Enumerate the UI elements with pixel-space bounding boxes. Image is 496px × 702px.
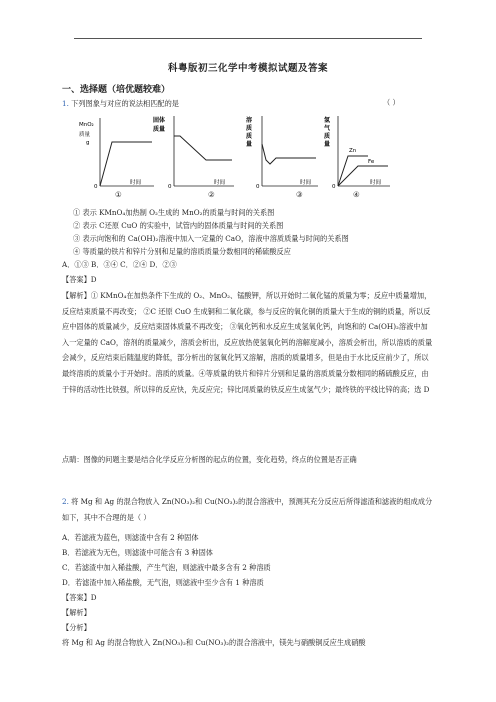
graph-3 <box>244 114 320 190</box>
q2-option-c: C．若滤渣中加入稀盐酸，产生气泡，则滤液中最多含有 2 种溶质 <box>62 563 271 572</box>
q2-option-d: D．若滤渣中加入稀盐酸，无气泡，则滤液中至少含有 1 种溶质 <box>62 578 264 587</box>
q1-statement-3: ③ 表示向饱和的 Ca(OH)₂溶液中加入一定量的 CaO，溶液中溶质质量与时间的关系图 <box>73 234 349 243</box>
q1-comment: 点睛：图像的问题主要是结合化学反应分析图的起点的位置，变化趋势，终点的位置是否正确 <box>62 455 357 464</box>
q2-option-b: B．若滤液为无色，则滤渣中可能含有 3 种固体 <box>62 548 213 557</box>
graph-4-caption: ④ <box>353 190 360 199</box>
graph-4-ylabel-1: 氢 <box>324 117 331 124</box>
graph-1-origin: 0 <box>94 184 98 190</box>
q2-option-a: A．若滤液为蓝色，则滤渣中含有 2 种固体 <box>62 533 199 542</box>
graph-1-caption: ① <box>115 190 122 199</box>
graph-4-series-zn: Zn <box>349 148 357 154</box>
graph-2-ylabel-1: 固体 <box>153 117 166 124</box>
graph-4-ylabel-3: 质 <box>324 133 331 140</box>
graph-1-xlabel: 时间 <box>130 180 142 186</box>
q1-statement-1: ① 表示 KMnO₄加热制 O₂生成的 MnO₂的质量与时间的关系图 <box>73 208 275 217</box>
graph-2-origin: 0 <box>168 184 172 190</box>
q1-statement-4: ④ 等质量的铁片和锌片分别和足量的溶质质量分数相同的稀硫酸反应 <box>73 247 291 256</box>
graph-1-ylabel-1: MnO₂ <box>79 122 94 128</box>
q1-analysis: 【解析】① KMnO₄在加热条件下生成的 O₂、MnO₂、锰酸钾，所以开始时二氧化锰的质量为零；反应中质量增加，反应结束质量不再改变； ②C 还原 CuO 生成铜和二氧化碳，参与反应的氧化铜的质量大于生成的铜的质量，所以反应中固体的质量减少，反应结束固体质量不再改变； ③氧化钙和水反应生成氢氧化钙，向饱和的 Ca(OH)₂溶液中加入一定量的 CaO，溶剂的质量减少，溶质会析出，反应放热使氢氧化钙的溶解度减小，溶质会析出，所以溶质的质量会减少，反应结束后随温度的降低，部分析出的氢氧化钙又溶解，溶质的质量增多，但是由于水比反应前少了，所以最终溶质的质量小于开始时。溶质的质量。④等质量的铁片和锌片分别和足量的溶质质量分数相同的稀硫酸反应，由于锌的活动性比铁强，所以锌的反应快，先反应完；锌比同质量的铁反应生成氢气少；最终铁的平线比锌的高；选 D <box>62 291 433 394</box>
graph-2-ylabel-2: 质量 <box>153 126 166 133</box>
graph-2 <box>152 114 236 190</box>
header-rule <box>74 38 422 39</box>
q2-answer: 【答案】D <box>62 593 97 602</box>
graph-2-caption: ② <box>208 190 215 199</box>
graph-3-ylabel-2: 质 <box>246 125 253 132</box>
q2-analysis: 【解析】 <box>62 608 91 617</box>
graph-3-ylabel-4: 量 <box>246 141 253 148</box>
graph-4-xlabel: 时间 <box>370 180 382 186</box>
graph-3-caption: ③ <box>296 190 303 199</box>
q1-answer: 【答案】D <box>62 275 97 284</box>
q2-fenxi: 【分析】 <box>62 623 91 632</box>
graph-1 <box>78 114 156 190</box>
q1-stem-line <box>62 98 179 109</box>
q2-stem-block <box>62 494 434 525</box>
graph-4-origin: 0 <box>332 184 336 190</box>
q1-number: 1. <box>62 99 69 108</box>
q2-stem: 将 Mg 和 Ag 的混合物放入 Zn(NO₃)₂和 Cu(NO₃)₂的混合溶液中，预测其充分反应后所得滤渣和滤液的组成成分如下，其中不合理的是（ ） <box>62 497 433 522</box>
graph-2-xlabel: 时间 <box>214 180 226 186</box>
graph-3-ylabel-1: 溶 <box>246 117 253 124</box>
graph-4-ylabel-2: 气 <box>324 125 331 132</box>
graph-3-origin: 0 <box>256 184 260 190</box>
graph-3-xlabel: 时间 <box>300 180 312 186</box>
q1-options: A．①③ B．③④ C．②④ D．②③ <box>62 260 177 269</box>
q2-number: 2. <box>62 497 69 506</box>
graph-4-ylabel-4: 量 <box>324 141 331 148</box>
graph-1-ylabel-3: g <box>86 140 90 146</box>
q2-last-line: 将 Mg 和 Ag 的混合物放入 Zn(NO₃)₂和 Cu(NO₃)₂的混合溶液中，镁先与硝酸铜反应生成硝酸 <box>62 638 366 647</box>
graph-1-ylabel-2: 质量 <box>79 132 91 138</box>
q1-stem: 下列图象与对应的说法相匹配的是 <box>71 99 179 108</box>
page-title: 科粤版初三化学中考模拟试题及答案 <box>167 63 328 74</box>
q1-answer-paren: （ ） <box>383 98 400 107</box>
q1-statement-2: ② 表示 C还原 CuO 的实验中，试管内的固体质量与时间的关系图 <box>73 221 284 230</box>
graph-4 <box>322 114 392 190</box>
graph-3-ylabel-3: 质 <box>246 133 253 140</box>
section-heading: 一、选择题（培优题较难） <box>62 85 171 95</box>
graph-4-series-fe: Fe <box>368 159 375 165</box>
